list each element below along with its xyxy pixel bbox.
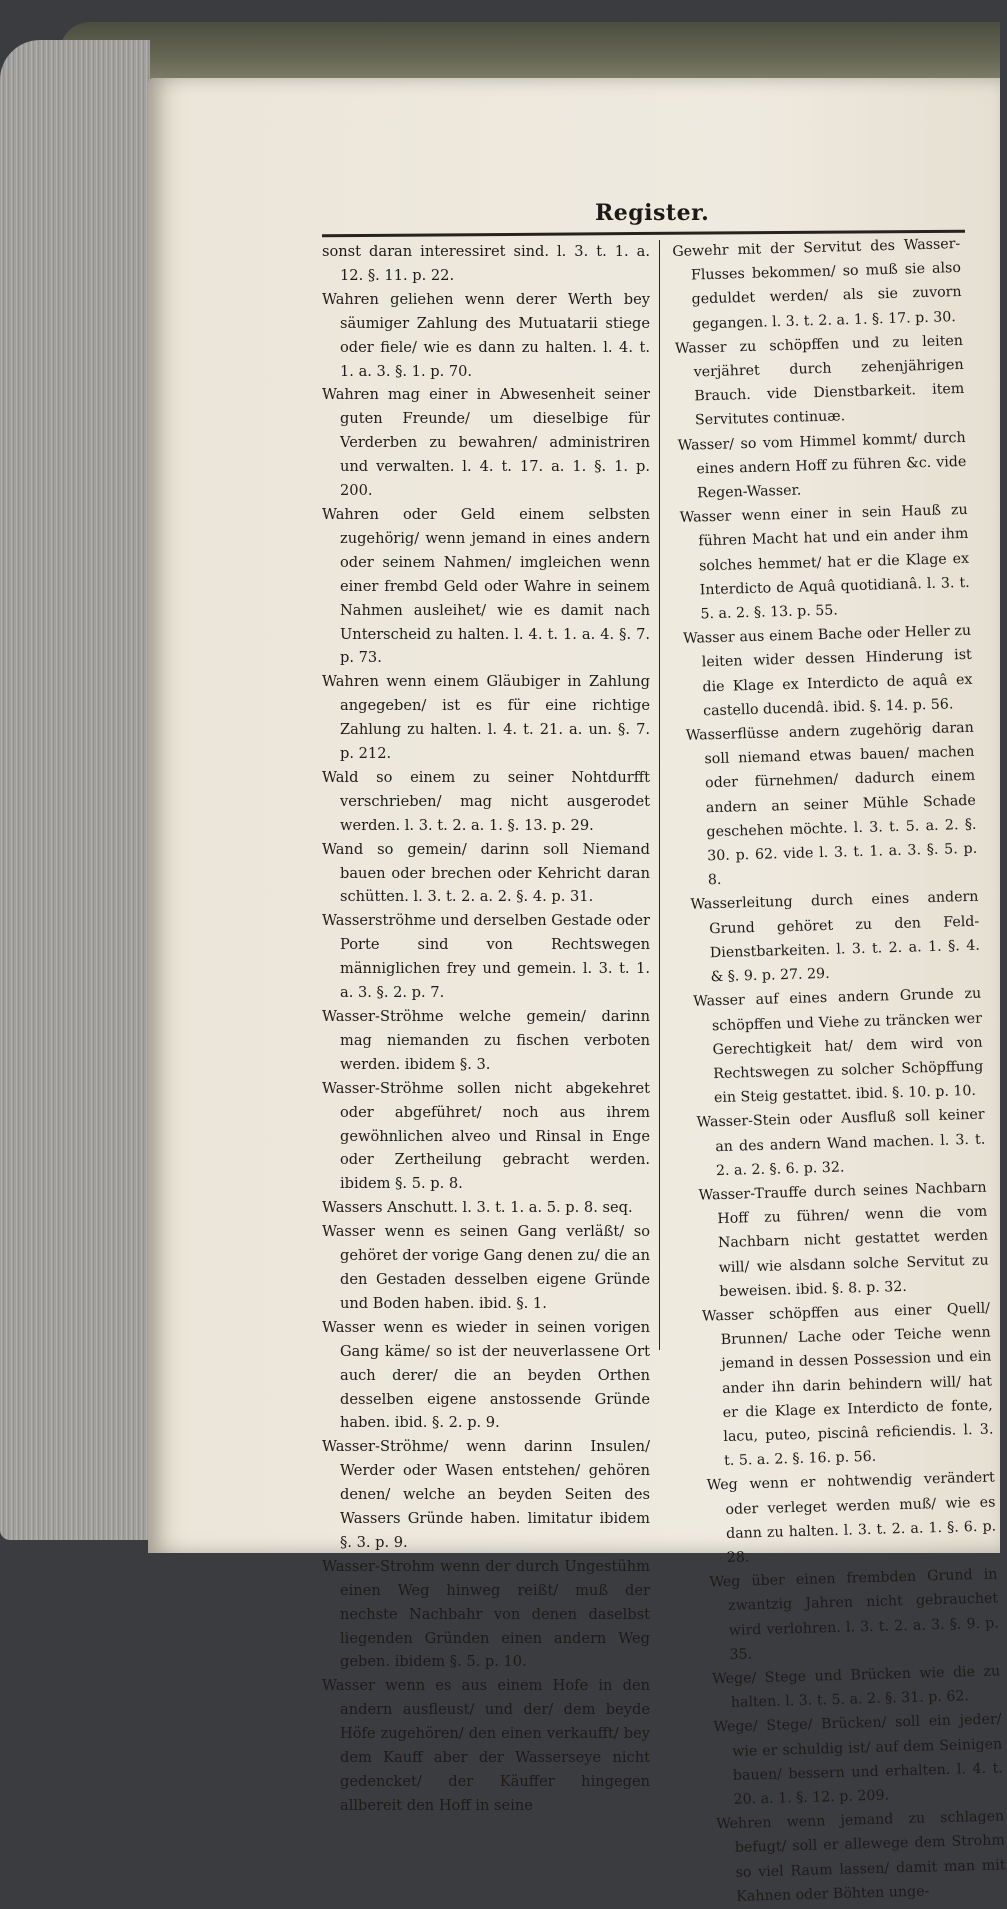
register-entry: Weg wenn er nohtwendig verändert oder verleget werden muß/ wie es dann zu halten. l. 3. t. 2. a. 1. §. 6. p. 28. [706,1469,997,1566]
register-entry: Wasser wenn es aus einem Hofe in den andern ausfleust/ und der/ dem beyde Höfe zugehören/ den einen verkaufft/ bey dem Kauff aber der Wasserseye nicht gedencket/ der Käuffer hingegen allbereit den Hoff in seine [322,1677,650,1814]
register-entry: Wahren geliehen wenn derer Werth bey säumiger Zahlung des Mutuatarii stiege oder fiele/ wie es dann zu halten. l. 4. t. 1. a. 3. §. 1. p. 70. [322,290,650,380]
register-entry: Wege/ Stege und Brücken wie die zu halten. l. 3. t. 5. a. 2. §. 31. p. 62. [711,1663,1001,1712]
register-entry: Wasser zu schöpffen und zu leiten verjähret durch zehenjährigen Brauch. vide Dienstbarkeit. item Servitutes continuæ. [674,332,965,429]
register-entry: Wahren mag einer in Abwesenheit seiner guten Freunde/ um dieselbige für Verderben zu bewahren/ administriren und verwalten. l. 4. t. 17. a. 1. §. 1. p. 200. [322,386,650,500]
register-entry: Wasserströhme und derselben Gestade oder Porte sind von Rechtswegen männiglichen frey und gemein. l. 3. t. 1. a. 3. §. 2. p. 7. [322,912,650,1002]
book-page-edges [0,40,150,1540]
register-entry: Weg über einen frembden Grund in zwantzig Jahren nicht gebrauchet wird verlohren. l. 3. t. 2. a. 3. §. 9. p. 35. [709,1566,999,1663]
register-entry: Wasser-Strohm wenn der durch Ungestühm einen Weg hinweg reißt/ muß der nechste Nachbahr von denen daselbst liegenden Gründen einen andern Weg geben. ibidem §. 5. p. 10. [322,1557,650,1671]
register-entry: Wasser wenn einer in sein Hauß zu führen Macht hat und ein ander ihm solches hemmet/ hat er die Klage ex Interdicto de Aquâ quotidianâ. l. 3. t. 5. a. 2. §. 13. p. 55. [679,502,970,623]
register-entry: Wasser wenn es seinen Gang verläßt/ so gehöret der vorige Gang denen zu/ die an den Gestaden desselben eigene Gründe und Boden haben. ibid. §. 1. [322,1223,650,1312]
register-entry: Wasser-Ströhme sollen nicht abgekehret oder abgeführet/ noch aus ihrem gewöhnlichen alveo und Rinsal in Enge oder Zertheilung gebracht werden. ibidem §. 5. p. 8. [322,1079,650,1193]
register-entry: Wasser-Stein oder Ausfluß soll keiner an des andern Wand machen. l. 3. t. 2. a. 2. §. 6. p. 32. [696,1106,986,1179]
register-entry: Wasser-Ströhme welche gemein/ darinn mag niemanden zu fischen verboten werden. ibidem §. 3. [322,1008,650,1073]
right-column [672,232,1007,1909]
register-entry: Wassers Anschutt. l. 3. t. 1. a. 5. p. 8. seq. [322,1199,633,1217]
register-entry: Wasser auf eines andern Grunde zu schöpffen und Viehe zu träncken wer Gerechtigkeit hat/ dem wird von Rechtswegen zu solcher Schöpffung ein Steig gestattet. ibid. §. 10. p. 10. [693,985,984,1107]
register-entry: Wasser wenn es wieder in seinen vorigen Gang käme/ so ist der neuverlassene Ort auch derer/ die an beyden Orthen desselben eigene anstossende Gründe haben. ibid. §. 2. p. 9. [322,1318,650,1432]
register-entry: Wand so gemein/ darinn soll Niemand bauen oder brechen oder Kehricht daran schütten. l. 3. t. 2. a. 2. §. 4. p. 31. [322,840,650,906]
register-entry: Wasser/ so vom Himmel kommt/ durch eines andern Hoff zu führen &c. vide Regen-Wasser. [677,429,967,502]
register-entry: Wasser-Ströhme/ wenn darinn Insulen/ Werder oder Wasen entstehen/ gehören denen/ welche an beyden Seiten des Wassers Gründe haben. limitatur ibidem §. 3. p. 9. [322,1438,650,1551]
register-entry: Wehren wenn jemand zu schlagen befugt/ soll er allewege dem Strohm so viel Raum lassen/ damit man mit Kahnen oder Böhten unge- [716,1808,1006,1905]
register-entry: Wasser-Trauffe durch seines Nachbarn Hoff zu führen/ wenn die vom Nachbarn nicht gestattet werden will/ wie alsdann solche Servitut zu beweisen. ibid. §. 8. p. 32. [698,1179,989,1300]
register-entry: Wahren oder Geld einem selbsten zugehörig/ wenn jemand in eines andern oder seinem Nahmen/ imgleichen wenn einer frembd Geld oder Wahre in seinem Nahmen ausleihet/ wie es damit nach Unterscheid zu halten. l. 4. t. 1. a. 4. §. 7. p. 73. [322,505,650,667]
left-column [322,240,650,1818]
register-entry: sonst daran interessiret sind. l. 3. t. 1. a. 12. §. 11. p. 22. [322,243,650,284]
register-entry: Wasserleitung durch eines andern Grund gehöret zu den Feld-Dienstbarkeiten. l. 3. t. 2. a. 1. §. 4. & §. 9. p. 27. 29. [690,889,981,986]
register-entry: Wasser aus einem Bache oder Heller zu leiten wider dessen Hinderung ist die Klage ex Interdicto de aquâ ex castello ducendâ. ibid. §. 14. p. 56. [682,623,973,720]
register-entry: Wasserflüsse andern zugehörig daran soll niemand etwas bauen/ machen oder fürnehmen/ dadurch einem andern an seiner Mühle Schade geschehen möchte. l. 3. t. 5. a. 2. §. 30. p. 62. vide l. 3. t. 1. a. 3. §. 5. p. 8. [685,719,978,889]
register-entry: Gewehr mit der Servitut des Wasser-Flusses bekommen/ so muß sie also geduldet werden/ als sie zuvorn gegangen. l. 3. t. 2. a. 1. §. 17. p. 30. [672,235,962,333]
register-entry: Wahren wenn einem Gläubiger in Zahlung angegeben/ ist es für eine richtige Zahlung zu halten. l. 4. t. 21. a. un. §. 7. p. 212. [322,673,650,763]
register-entry: Wald so einem zu seiner Nohtdurfft verschrieben/ mag nicht ausgerodet werden. l. 3. t. 2. a. 1. §. 13. p. 29. [322,768,650,834]
page-header: Register. [595,200,710,226]
register-entry: Wasser schöpffen aus einer Quell/ Brunnen/ Lache oder Teiche wenn jemand in dessen Possession und ein ander ihn darin behindern will/ hat er die Klage ex Interdicto de fonte, lacu, puteo, piscinâ reficiendis. l. 3. t. 5. a. 2. §. 16. p. 56. [701,1300,994,1470]
register-entry: Wege/ Stege/ Brücken/ soll ein jeder/ wie er schuldig ist/ auf dem Seinigen bauen/ bessern und erhalten. l. 4. t. 20. a. 1. §. 12. p. 209. [713,1711,1004,1808]
column-divider [659,240,660,1350]
